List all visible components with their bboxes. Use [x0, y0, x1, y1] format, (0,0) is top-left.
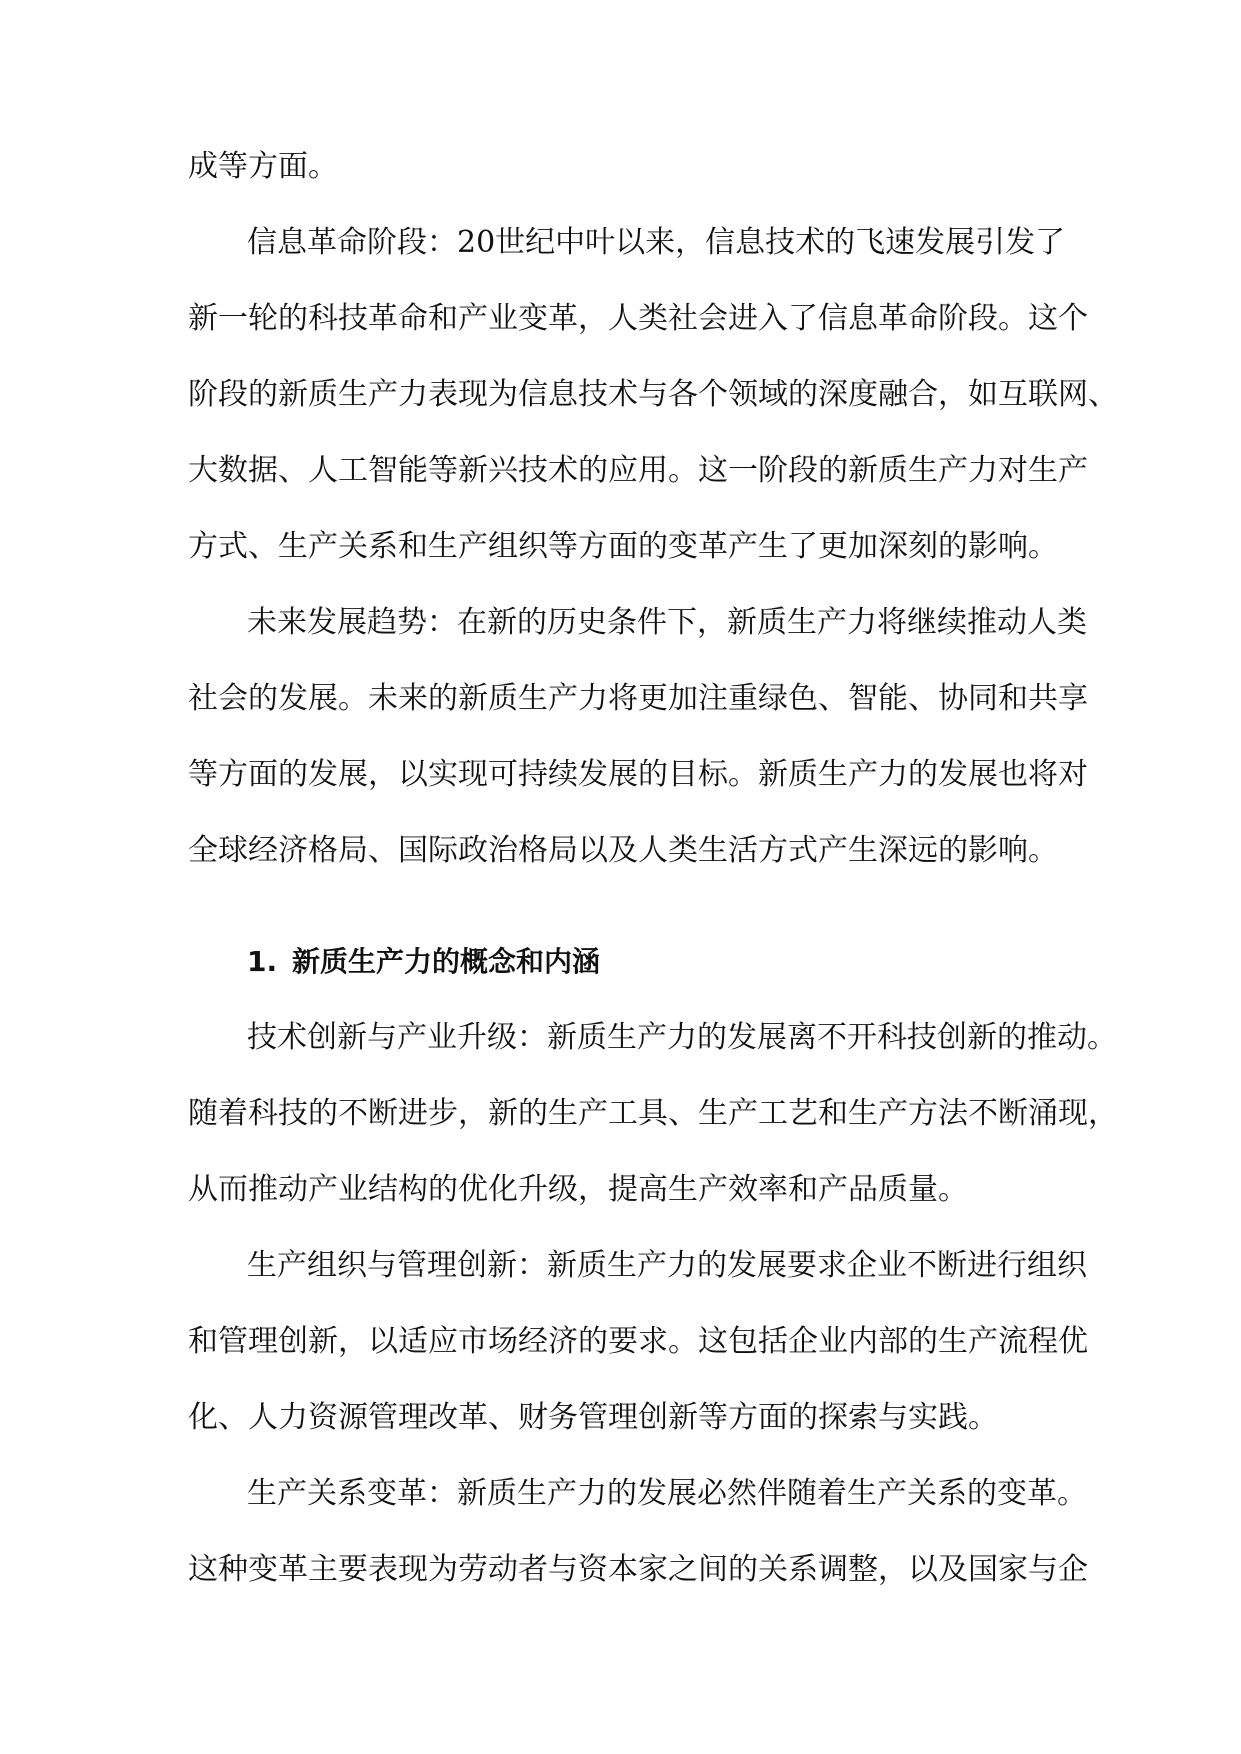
section-number: 1.: [247, 945, 278, 978]
text-line: 技术创新与产业升级：新质生产力的发展离不开科技创新的推动。: [247, 1020, 1117, 1055]
section-title: 新质生产力的概念和内涵: [292, 945, 601, 978]
body-text: [188, 147, 1118, 1626]
text-line: 生产关系变革：新质生产力的发展必然伴随着生产关系的变革。: [247, 1476, 1087, 1511]
text-line: 信息革命阶段：20世纪中叶以来，信息技术的飞速发展引发了: [247, 225, 1066, 260]
section-heading: [188, 942, 1083, 1018]
text-line: 新一轮的科技革命和产业变革，人类社会进入了信息革命阶段。这个: [188, 301, 1088, 336]
text-line: 和管理创新，以适应市场经济的要求。这包括企业内部的生产流程优: [188, 1324, 1088, 1359]
text-line: 阶段的新质生产力表现为信息技术与各个领域的深度融合，如互联网、: [188, 377, 1118, 412]
text-line: 大数据、人工智能等新兴技术的应用。这一阶段的新质生产力对生产: [188, 453, 1088, 488]
text-line: 化、人力资源管理改革、财务管理创新等方面的探索与实践。: [188, 1400, 998, 1435]
section-gap: [188, 907, 1083, 942]
text-line: 从而推动产业结构的优化升级，提高生产效率和产品质量。: [188, 1172, 968, 1207]
text-line: 未来发展趋势：在新的历史条件下，新质生产力将继续推动人类: [247, 605, 1087, 640]
text-line: 方式、生产关系和生产组织等方面的变革产生了更加深刻的影响。: [188, 529, 1058, 564]
text-line: 这种变革主要表现为劳动者与资本家之间的关系调整，以及国家与企: [188, 1552, 1088, 1587]
text-line: 社会的发展。未来的新质生产力将更加注重绿色、智能、协同和共享: [188, 681, 1088, 716]
text-line: 成等方面。: [188, 149, 338, 184]
text-line: 生产组织与管理创新：新质生产力的发展要求企业不断进行组织: [247, 1248, 1087, 1283]
text-line: 全球经济格局、国际政治格局以及人类生活方式产生深远的影响。: [188, 833, 1058, 868]
text-line: 等方面的发展，以实现可持续发展的目标。新质生产力的发展也将对: [188, 757, 1088, 792]
text-line: 随着科技的不断进步，新的生产工具、生产工艺和生产方法不断涌现，: [188, 1096, 1118, 1131]
